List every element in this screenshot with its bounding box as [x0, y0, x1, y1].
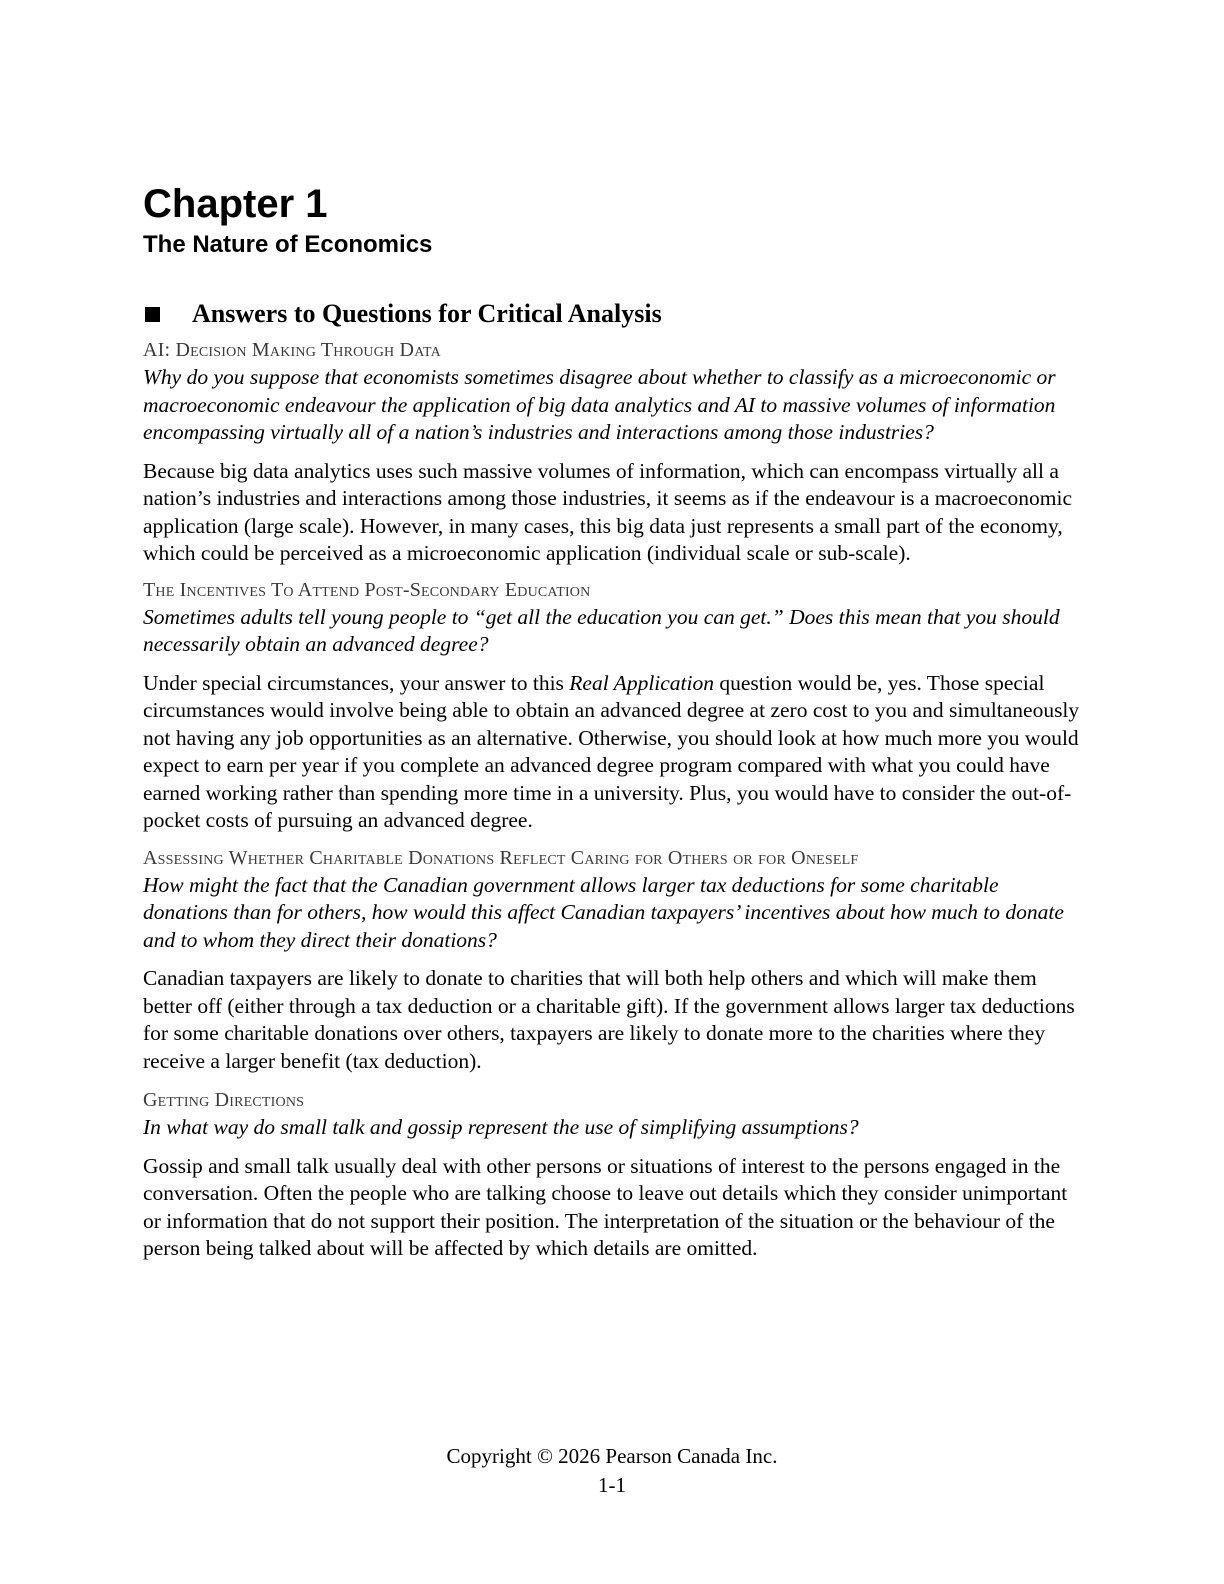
question-text: How might the fact that the Canadian government allows larger tax deductions for some charitable donations than for others, how would this affect Canadian taxpayers’ incentives about how much to donate and to whom they direct their donations?: [143, 872, 1064, 952]
question-text: Sometimes adults tell young people to “get all the education you can get.” Does this mean that you should necessarily obtain an advanced degree?: [143, 604, 1060, 656]
chapter-title: Chapter 1: [143, 182, 328, 226]
question-text: Why do you suppose that economists sometimes disagree about whether to classify as a microeconomic or macroeconomic endeavour the application of big data analytics and AI to massive volumes of information encompassing virtually all of a nation’s industries and interactions among those industries?: [143, 365, 1056, 444]
answer-text-part: Under special circumstances, your answer to this: [143, 670, 570, 695]
chapter-subtitle: The Nature of Economics: [143, 231, 433, 258]
answer-text-part: question would be, yes. Those special circumstances would involve being able to obtain an advanced degree at zero cost to you and simultaneously not having any job opportunities as an alternative. Otherwise, you should look at how much more you would expect to earn per year if you complete an advanced degree program compared with what you could have earned working rather than spending more time in a university. Plus, you would have to consider the out-of-pocket costs of pursuing an advanced degree.: [143, 670, 1080, 832]
answer-emphasis: Real Application: [569, 670, 715, 695]
topic-heading: The Incentives To Attend Post-Secondary Education: [143, 578, 591, 601]
qa-block-charity: [143, 845, 1083, 1076]
square-bullet-icon: [145, 307, 160, 322]
qa-block-directions: [143, 1087, 1083, 1263]
answer-text: [143, 670, 1083, 835]
qa-block-education: [143, 577, 1083, 835]
answer-text: Because big data analytics uses such massive volumes of information, which can encompass virtually all a nation’s industries and interactions among those industries, it seems as if the endeavour is a macroeconomic application (large scale). However, in many cases, this big data just represents a small part of the economy, which could be perceived as a microeconomic application (individual scale or sub-scale).: [143, 458, 1073, 565]
question-text: In what way do small talk and gossip represent the use of simplifying assumptions?: [143, 1115, 859, 1139]
page-number: 1-1: [598, 1473, 626, 1497]
section-heading: [143, 299, 1083, 329]
topic-heading: Assessing Whether Charitable Donations Reflect Caring for Others or for Oneself: [143, 846, 859, 869]
footer-copyright: Copyright © 2026 Pearson Canada Inc.: [446, 1444, 778, 1468]
qa-block-ai: [143, 337, 1083, 568]
document-page: [143, 180, 1083, 1263]
section-heading-text: Answers to Questions for Critical Analysis: [192, 299, 662, 328]
answer-text: Canadian taxpayers are likely to donate to charities that will both help others and which will make them better off (either through a tax deduction or a charitable gift). If the government allows larger tax deductions for some charitable donations over others, taxpayers are likely to donate more to the charities where they receive a larger benefit (tax deduction).: [143, 966, 1075, 1073]
answer-text: Gossip and small talk usually deal with other persons or situations of interest to the persons engaged in the conversation. Often the people who are talking choose to leave out details which they consider unimportant or information that do not support their position. The interpretation of the situation or the behaviour of the person being talked about will be affected by which details are omitted.: [143, 1153, 1068, 1260]
topic-heading: Getting Directions: [143, 1089, 305, 1111]
topic-heading: AI: Decision Making Through Data: [143, 339, 441, 361]
